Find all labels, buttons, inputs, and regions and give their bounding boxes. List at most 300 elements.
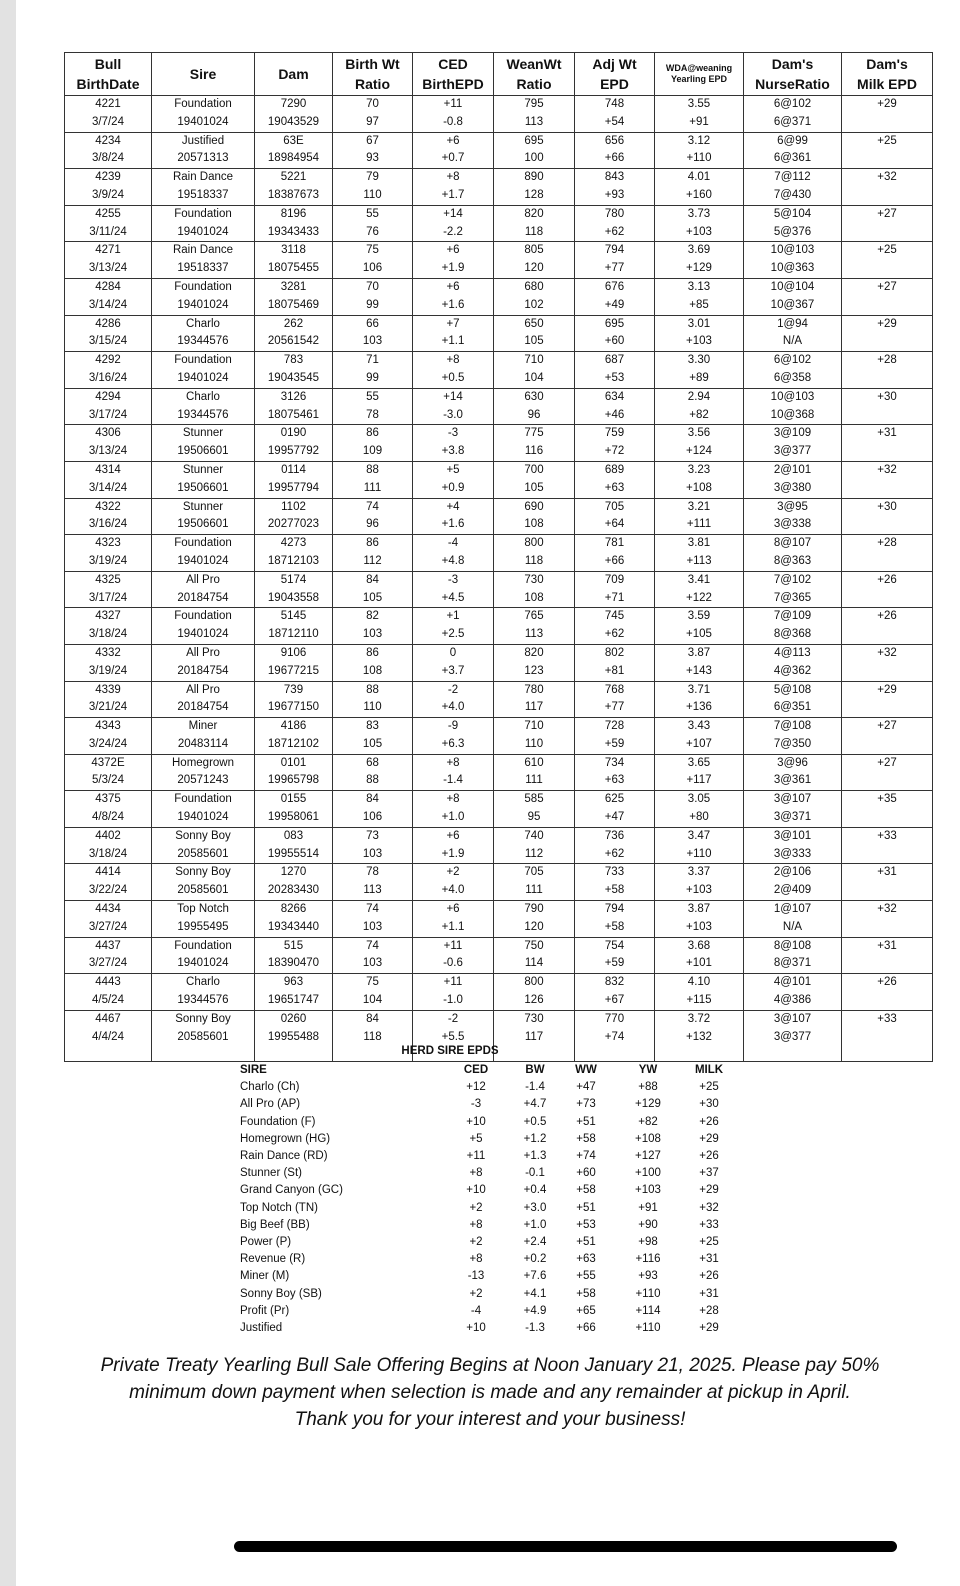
epd-value: +47 (576, 1081, 596, 1094)
epd-value: +26 (699, 1270, 719, 1283)
table-cell: 8@107 (744, 535, 842, 553)
table-cell: 634 (575, 388, 655, 406)
epd-value: +2 (469, 1236, 483, 1249)
table-cell: 96 (333, 516, 413, 534)
table-cell: 759 (575, 425, 655, 443)
table-cell: +11 (413, 974, 494, 992)
herd-column-header: WW (575, 1064, 597, 1076)
table-cell: +1.7 (413, 187, 494, 205)
herd-sire-row (240, 1182, 738, 1199)
table-cell: 10@103 (744, 242, 842, 260)
epd-value: +25 (699, 1236, 719, 1249)
herd-column-header: MILK (694, 1064, 724, 1076)
table-cell: 4@386 (744, 992, 842, 1010)
bull-row-bottom (65, 919, 933, 937)
table-cell: 8196 (255, 205, 333, 223)
bull-row-top (65, 754, 933, 772)
table-cell: 86 (333, 644, 413, 662)
table-cell (842, 992, 933, 1010)
bull-row-top (65, 315, 933, 333)
table-cell: Foundation (152, 96, 255, 114)
table-cell: 0 (413, 644, 494, 662)
table-cell: 55 (333, 388, 413, 406)
herd-header-row (240, 1062, 738, 1079)
table-cell: 650 (494, 315, 575, 333)
table-cell: 3/21/24 (65, 699, 152, 717)
table-cell: +6 (413, 827, 494, 845)
table-cell: 5145 (255, 608, 333, 626)
header-line-2: Ratio (355, 76, 390, 92)
table-cell: 70 (333, 278, 413, 296)
epd-value: +10 (466, 1322, 486, 1335)
table-cell: Foundation (152, 278, 255, 296)
table-cell: 19401024 (152, 114, 255, 132)
table-cell: +122 (655, 590, 744, 608)
bull-row-bottom (65, 553, 933, 571)
table-cell: Charlo (152, 974, 255, 992)
table-cell: 19955488 (255, 1029, 333, 1047)
table-cell: 7@350 (744, 736, 842, 754)
table-cell: 19401024 (152, 370, 255, 388)
table-cell: 4284 (65, 278, 152, 296)
bull-row-top (65, 96, 933, 114)
header-line-1: Dam's (771, 56, 814, 72)
table-cell: 3.73 (655, 205, 744, 223)
epd-value: +31 (699, 1253, 719, 1266)
table-cell: 680 (494, 278, 575, 296)
table-cell: +72 (575, 443, 655, 461)
table-cell: 3.37 (655, 864, 744, 882)
header-line-2: NurseRatio (755, 76, 830, 92)
epd-value: +103 (635, 1184, 661, 1197)
home-indicator[interactable] (234, 1541, 897, 1552)
bull-row-bottom (65, 114, 933, 132)
table-cell: 780 (575, 205, 655, 223)
table-cell: +54 (575, 114, 655, 132)
bull-row-top (65, 388, 933, 406)
herd-sire-row (240, 1114, 738, 1131)
table-cell: Top Notch (152, 901, 255, 919)
table-cell: 5@108 (744, 681, 842, 699)
table-cell: 103 (333, 955, 413, 973)
table-cell: Foundation (152, 205, 255, 223)
table-cell (842, 663, 933, 681)
table-cell: Charlo (152, 388, 255, 406)
table-cell: 20277023 (255, 516, 333, 534)
herd-sire-row (240, 1148, 738, 1165)
table-cell: 19344576 (152, 407, 255, 425)
table-cell: 113 (494, 626, 575, 644)
epd-value: +129 (635, 1098, 661, 1111)
table-cell: 687 (575, 352, 655, 370)
table-cell: 79 (333, 169, 413, 187)
table-cell: 5174 (255, 571, 333, 589)
table-cell: 3.43 (655, 718, 744, 736)
table-cell: 4186 (255, 718, 333, 736)
epd-value: +51 (576, 1201, 596, 1214)
column-header (413, 53, 494, 96)
table-cell: 19506601 (152, 480, 255, 498)
table-cell: 3@96 (744, 754, 842, 772)
empty-cell (744, 1046, 842, 1062)
epd-value: +4.1 (523, 1287, 547, 1300)
table-cell: +110 (655, 846, 744, 864)
column-header (333, 53, 413, 96)
table-cell: +67 (575, 992, 655, 1010)
table-cell: +105 (655, 626, 744, 644)
table-cell: 3@380 (744, 480, 842, 498)
table-cell: 113 (333, 882, 413, 900)
table-cell: 88 (333, 681, 413, 699)
table-cell: 20184754 (152, 590, 255, 608)
table-cell: 108 (333, 663, 413, 681)
table-cell: +80 (655, 809, 744, 827)
table-cell: +71 (575, 590, 655, 608)
table-cell: 781 (575, 535, 655, 553)
bull-row-top (65, 498, 933, 516)
epd-value: -13 (467, 1270, 485, 1283)
table-cell: +89 (655, 370, 744, 388)
table-cell: 86 (333, 535, 413, 553)
table-cell: 103 (333, 846, 413, 864)
table-cell: +27 (842, 718, 933, 736)
bull-row-bottom (65, 736, 933, 754)
table-cell: +63 (575, 772, 655, 790)
table-cell: 75 (333, 974, 413, 992)
table-cell: 3.87 (655, 644, 744, 662)
table-cell: +1.6 (413, 297, 494, 315)
table-cell: +117 (655, 772, 744, 790)
column-header (575, 53, 655, 96)
table-cell: 6@102 (744, 96, 842, 114)
bull-offering-table (64, 52, 933, 1062)
table-cell: 4/5/24 (65, 992, 152, 1010)
table-cell: 734 (575, 754, 655, 772)
epd-value: +28 (699, 1304, 719, 1317)
table-cell: 805 (494, 242, 575, 260)
table-cell: 118 (494, 553, 575, 571)
table-cell: All Pro (152, 681, 255, 699)
table-cell: 3@333 (744, 846, 842, 864)
herd-sire-row (240, 1303, 738, 1320)
herd-sire-row (240, 1251, 738, 1268)
epd-value: +1.2 (523, 1132, 547, 1145)
table-cell: 97 (333, 114, 413, 132)
table-cell: 7@102 (744, 571, 842, 589)
table-cell: +4.0 (413, 882, 494, 900)
table-cell: 118 (494, 224, 575, 242)
table-cell: 93 (333, 150, 413, 168)
epd-value: +58 (576, 1184, 596, 1197)
table-cell: 3126 (255, 388, 333, 406)
header-line-1: Birth Wt (345, 56, 400, 72)
table-cell: 4/8/24 (65, 809, 152, 827)
table-cell: 20184754 (152, 699, 255, 717)
herd-sire-title: HERD SIRE EPDS (401, 1045, 499, 1057)
table-cell: 10@368 (744, 407, 842, 425)
table-cell: 96 (494, 407, 575, 425)
table-cell: Rain Dance (152, 169, 255, 187)
table-cell: 4286 (65, 315, 152, 333)
epd-value: +0.5 (523, 1115, 547, 1128)
table-cell: 3.21 (655, 498, 744, 516)
header-line-1: CED (438, 56, 468, 72)
table-cell: 4325 (65, 571, 152, 589)
table-cell: 20585601 (152, 1029, 255, 1047)
epd-value: +8 (469, 1253, 483, 1266)
table-cell: +111 (655, 516, 744, 534)
table-cell: +77 (575, 699, 655, 717)
bull-row-top (65, 571, 933, 589)
table-cell: 19677150 (255, 699, 333, 717)
table-cell: +26 (842, 608, 933, 626)
table-cell: 3.87 (655, 901, 744, 919)
table-cell: +1 (413, 608, 494, 626)
table-cell: 100 (494, 150, 575, 168)
table-cell: 3.72 (655, 1010, 744, 1028)
table-cell: 630 (494, 388, 575, 406)
bull-row-bottom (65, 809, 933, 827)
table-cell: 19677215 (255, 663, 333, 681)
bull-row-top (65, 974, 933, 992)
herd-sire-row (240, 1165, 738, 1182)
table-cell: 19343433 (255, 224, 333, 242)
table-cell: 820 (494, 644, 575, 662)
table-cell: +6.3 (413, 736, 494, 754)
table-cell: -1.4 (413, 772, 494, 790)
table-cell: Stunner (152, 461, 255, 479)
bull-row-top (65, 791, 933, 809)
herd-sire-row (240, 1217, 738, 1234)
table-cell: 20571243 (152, 772, 255, 790)
table-cell: 19506601 (152, 516, 255, 534)
table-cell: 1102 (255, 498, 333, 516)
epd-value: +25 (699, 1081, 719, 1094)
table-header-row (65, 53, 933, 96)
table-cell (842, 1029, 933, 1047)
table-cell: 117 (494, 699, 575, 717)
table-cell: 84 (333, 571, 413, 589)
table-cell: 19957792 (255, 443, 333, 461)
table-cell: 20585601 (152, 882, 255, 900)
table-cell: +64 (575, 516, 655, 534)
table-cell: +30 (842, 498, 933, 516)
table-cell: 4271 (65, 242, 152, 260)
table-cell (842, 809, 933, 827)
table-cell: 676 (575, 278, 655, 296)
table-cell: 2@101 (744, 461, 842, 479)
table-cell: 3.23 (655, 461, 744, 479)
epd-value: +0.2 (523, 1253, 547, 1266)
table-cell: 2@106 (744, 864, 842, 882)
table-cell: Sonny Boy (152, 864, 255, 882)
header-line-1: WDA@weaning (665, 63, 733, 73)
table-cell: 4437 (65, 937, 152, 955)
table-cell: 19401024 (152, 626, 255, 644)
table-cell: 105 (494, 333, 575, 351)
table-cell: All Pro (152, 571, 255, 589)
table-cell: Sonny Boy (152, 1010, 255, 1028)
epd-value: +110 (635, 1287, 661, 1300)
table-cell: 19958061 (255, 809, 333, 827)
table-cell: 111 (494, 882, 575, 900)
bull-row-top (65, 718, 933, 736)
table-cell: +108 (655, 480, 744, 498)
table-cell: +62 (575, 626, 655, 644)
table-cell: 19043529 (255, 114, 333, 132)
table-cell: -4 (413, 535, 494, 553)
table-cell: +46 (575, 407, 655, 425)
table-cell: 3@371 (744, 809, 842, 827)
table-cell: 109 (333, 443, 413, 461)
table-cell: 3.56 (655, 425, 744, 443)
table-cell: 2.94 (655, 388, 744, 406)
table-cell: +1.9 (413, 846, 494, 864)
table-cell (842, 553, 933, 571)
bull-row-top (65, 608, 933, 626)
table-cell: 3/11/24 (65, 224, 152, 242)
table-cell: +0.7 (413, 150, 494, 168)
table-cell: 832 (575, 974, 655, 992)
table-cell: +4.8 (413, 553, 494, 571)
sire-name: Profit (Pr) (240, 1304, 290, 1317)
table-cell: -3 (413, 571, 494, 589)
table-cell (842, 590, 933, 608)
table-cell: +26 (842, 571, 933, 589)
table-cell: +29 (842, 681, 933, 699)
table-cell: 5221 (255, 169, 333, 187)
table-cell: +8 (413, 754, 494, 772)
table-cell: 728 (575, 718, 655, 736)
table-cell: 112 (494, 846, 575, 864)
table-cell: 3@109 (744, 425, 842, 443)
table-cell: 3/18/24 (65, 846, 152, 864)
table-cell: 73 (333, 827, 413, 845)
bull-row-bottom (65, 772, 933, 790)
table-cell: 68 (333, 754, 413, 772)
epd-value: +0.4 (523, 1184, 547, 1197)
table-cell: 0260 (255, 1010, 333, 1028)
table-cell: 3.47 (655, 827, 744, 845)
table-cell: +4.5 (413, 590, 494, 608)
table-cell: +103 (655, 333, 744, 351)
table-cell: +160 (655, 187, 744, 205)
table-cell: 610 (494, 754, 575, 772)
epd-value: +4.9 (523, 1304, 547, 1317)
header-line-1: Dam (278, 66, 309, 82)
table-cell: 4343 (65, 718, 152, 736)
table-cell: +77 (575, 260, 655, 278)
table-cell: 1@94 (744, 315, 842, 333)
table-cell (842, 297, 933, 315)
table-cell: 3/27/24 (65, 919, 152, 937)
table-cell: +0.9 (413, 480, 494, 498)
column-header (842, 53, 933, 96)
table-cell: 7@109 (744, 608, 842, 626)
column-header (655, 53, 744, 96)
epd-value: +53 (576, 1218, 596, 1231)
table-cell: 106 (333, 260, 413, 278)
herd-column-header: BW (525, 1064, 545, 1076)
bull-row-top (65, 535, 933, 553)
table-cell: 4323 (65, 535, 152, 553)
epd-value: +10 (466, 1115, 486, 1128)
table-cell (842, 370, 933, 388)
table-cell: N/A (744, 919, 842, 937)
epd-value: +127 (635, 1150, 661, 1163)
bull-row-top (65, 1010, 933, 1028)
table-cell: 78 (333, 864, 413, 882)
table-cell: Homegrown (152, 754, 255, 772)
table-cell: 3.01 (655, 315, 744, 333)
bull-row-top (65, 425, 933, 443)
table-cell: 20571313 (152, 150, 255, 168)
table-cell: 9106 (255, 644, 333, 662)
table-cell: 19343440 (255, 919, 333, 937)
table-cell: Justified (152, 132, 255, 150)
table-cell: 4434 (65, 901, 152, 919)
table-cell: 4467 (65, 1010, 152, 1028)
table-cell: 117 (494, 1029, 575, 1047)
epd-value: +26 (699, 1115, 719, 1128)
table-cell: 19957794 (255, 480, 333, 498)
table-cell: +53 (575, 370, 655, 388)
table-cell: 110 (333, 699, 413, 717)
table-cell: 88 (333, 461, 413, 479)
table-cell: 3/13/24 (65, 260, 152, 278)
sale-note-line-2: minimum down payment when selection is made and any remainder at pickup in April. (129, 1382, 851, 1403)
bull-row-bottom (65, 297, 933, 315)
table-cell: +6 (413, 132, 494, 150)
table-cell: 75 (333, 242, 413, 260)
table-cell: +2 (413, 864, 494, 882)
table-cell: 108 (494, 516, 575, 534)
epd-value: +100 (635, 1167, 661, 1180)
column-header (255, 53, 333, 96)
bull-row-top (65, 205, 933, 223)
table-cell: Foundation (152, 937, 255, 955)
table-cell: 1270 (255, 864, 333, 882)
epd-value: +114 (635, 1304, 661, 1317)
table-cell: 120 (494, 919, 575, 937)
bull-row-bottom (65, 846, 933, 864)
table-cell: 1@107 (744, 901, 842, 919)
table-cell: 10@104 (744, 278, 842, 296)
sire-name: Grand Canyon (GC) (240, 1184, 343, 1197)
herd-sire-row (240, 1096, 738, 1113)
table-cell: 740 (494, 827, 575, 845)
sale-note-line-3: Thank you for your interest and your business! (294, 1409, 686, 1430)
table-cell: 74 (333, 498, 413, 516)
epd-value: +3.0 (523, 1201, 547, 1214)
herd-sire-row (240, 1131, 738, 1148)
epd-value: +37 (699, 1167, 719, 1180)
table-cell: 123 (494, 663, 575, 681)
herd-sire-epds (240, 1045, 740, 1337)
header-line-1: Bull (94, 56, 122, 72)
table-cell: 19955495 (152, 919, 255, 937)
table-cell: 6@371 (744, 114, 842, 132)
table-cell: +32 (842, 644, 933, 662)
epd-value: +91 (638, 1201, 658, 1214)
table-cell: 71 (333, 352, 413, 370)
table-cell: 20585601 (152, 846, 255, 864)
table-cell: 795 (494, 96, 575, 114)
table-cell: Stunner (152, 425, 255, 443)
header-line-2: BirthDate (76, 76, 140, 92)
epd-value: -0.1 (525, 1167, 545, 1180)
table-cell: 19506601 (152, 443, 255, 461)
